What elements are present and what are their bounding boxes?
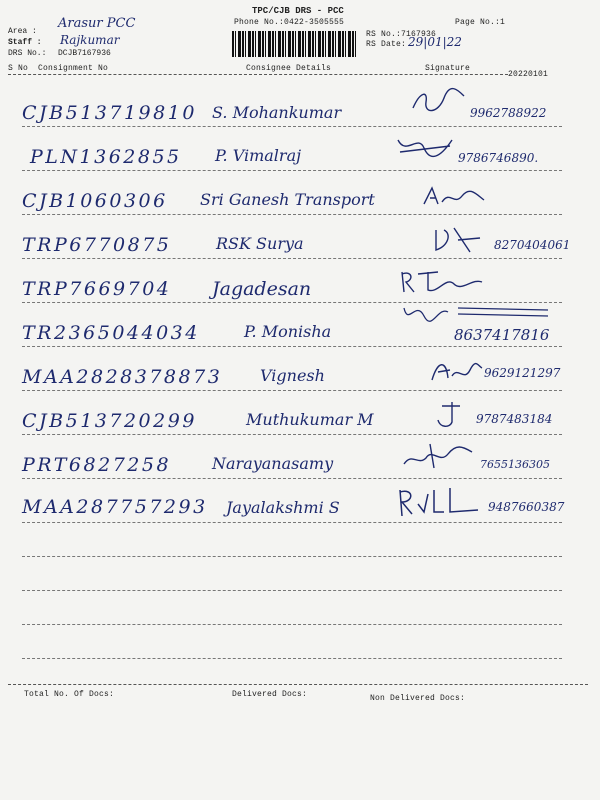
rs-number: RS No.:7167936 [366,30,437,39]
consignment-no: TR2365044034 [22,322,200,344]
staff-value: Rajkumar [60,33,120,47]
consignment-no: TRP6770875 [22,234,172,256]
consignment-no: CJB513720299 [22,410,197,432]
signature-mark [398,266,488,296]
footer-divider [8,684,588,685]
rs-date-label: RS Date: [366,40,407,49]
empty-row-divider [22,556,562,557]
area-label: Area : [8,27,37,36]
consignment-no: CJB1060306 [22,190,168,212]
consignee-name: Sri Ganesh Transport [200,190,375,209]
row-divider [22,170,562,171]
consignee-name: Jagadesan [212,278,312,300]
area-value: Arasur PCC [58,16,136,31]
consignee-name: P. Vimalraj [215,146,302,165]
total-docs-label: Total No. Of Docs: [24,690,115,699]
drs-label: DRS No.: [8,49,47,58]
row-divider [22,478,562,479]
drs-value: DCJB7167936 [58,49,111,58]
consignee-phone: 9629121297 [484,366,561,380]
empty-row-divider [22,658,562,659]
signature-mark [428,356,484,386]
signature-mark [408,86,468,116]
row-divider [22,434,562,435]
signature-mark [394,484,484,520]
signature-mark [398,298,558,328]
rs-date-value: 29|01|22 [408,35,462,49]
col-consignment: Consignment No [38,64,109,73]
sheet-title: TPC/CJB DRS - PCC [252,6,344,16]
consignee-phone: 7655136305 [480,458,550,471]
consignee-name: RSK Surya [216,234,304,253]
consignee-name: Jayalakshmi S [226,498,340,517]
row-divider [22,522,562,523]
staff-label: Staff : [8,38,42,47]
phone-number: Phone No.:0422-3505555 [234,18,345,27]
empty-row-divider [22,624,562,625]
row-divider [22,214,562,215]
consignment-no: MAA2828378873 [22,366,223,388]
consignee-name: S. Mohankumar [212,103,342,122]
consignee-phone: 9487660387 [488,500,565,514]
signature-mark [430,224,486,254]
delivered-docs-label: Delivered Docs: [232,690,308,699]
col-consignee: Consignee Details [246,64,332,73]
consignee-name: Muthukumar M [246,410,374,429]
consignment-no: CJB513719810 [22,102,197,124]
non-delivered-docs-label: Non Delivered Docs: [370,694,466,703]
signature-mark [392,132,458,162]
consignment-no: MAA287757293 [22,496,208,518]
consignee-phone: 8637417816 [454,326,550,344]
signature-mark [400,440,476,472]
col-signature: Signature [425,64,471,73]
consignee-phone: 8270404061 [494,238,571,252]
signature-mark [430,398,470,432]
consignee-name: Narayanasamy [212,454,334,473]
consignee-phone: 9962788922 [470,106,547,120]
header-divider [8,74,508,75]
consignment-no: TRP7669704 [22,278,172,300]
consignee-name: Vignesh [260,366,325,385]
page-number: Page No.:1 [455,18,506,27]
barcode [232,31,358,57]
consignee-phone: 9786746890. [458,151,539,165]
row-divider [22,126,562,127]
row-divider [22,346,562,347]
consignee-name: P. Monisha [244,322,332,341]
consignment-no: PLN1362855 [30,146,182,168]
empty-row-divider [22,590,562,591]
signature-mark [420,184,490,210]
sheet-code: 20220101 [508,70,549,79]
row-divider [22,258,562,259]
consignee-phone: 9787483184 [476,412,553,426]
col-sno: S No [8,64,29,73]
row-divider [22,390,562,391]
consignment-no: PRT6827258 [22,454,172,476]
